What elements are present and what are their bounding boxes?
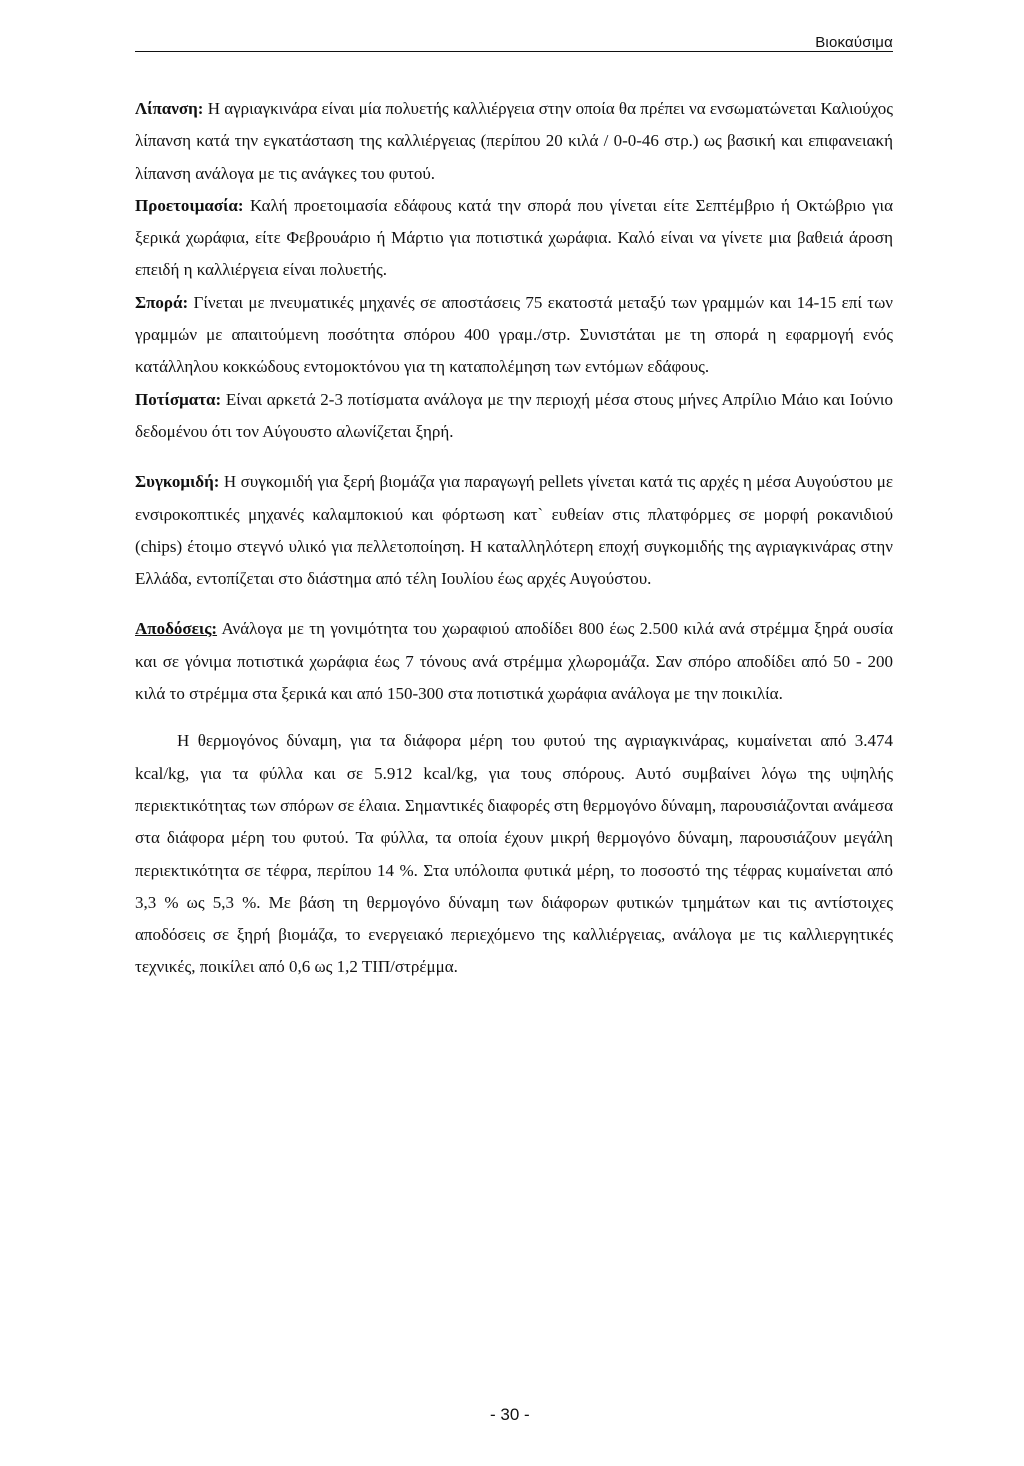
paragraph-irrigation <box>135 384 893 449</box>
paragraph-label: Συγκομιδή: <box>135 472 220 492</box>
paragraph-label: Προετοιμασία: <box>135 195 244 215</box>
paragraph-calorific-value <box>135 725 893 983</box>
page-body <box>135 93 893 984</box>
header-title: Βιοκαύσιμα <box>815 34 893 51</box>
paragraph-text: Είναι αρκετά 2-3 ποτίσματα ανάλογα με την περιοχή μέσα στους μήνες Απρίλιο Μάιο και Ιούνιο δεδομένου ότι τον Αύγουστο αλωνίζεται ξηρή. <box>135 389 893 441</box>
paragraph-text: Καλή προετοιμασία εδάφους κατά την σπορά που γίνεται είτε Σεπτέμβριο ή Οκτώβριο για ξερικά χωράφια, είτε Φεβρουάριο ή Μάρτιο για ποτιστικά χωράφια. Καλό είναι να γίνετε μια βαθειά άροση επειδή η καλλιέργεια είναι πολυετής. <box>135 195 893 280</box>
paragraph-fertilization <box>135 93 893 190</box>
paragraph-text: Η θερμογόνος δύναμη, για τα διάφορα μέρη του φυτού της αγριαγκινάρας, κυμαίνεται από 3.474 kcal/kg, για τα φύλλα και σε 5.912 kcal/kg, για τους σπόρους. Αυτό συμβαίνει λόγω της υψηλής περιεκτικότητας των σπόρων σε έλαια. Σημαντικές διαφορές στη θερμογόνο δύναμη, παρουσιάζονται ανάμεσα στα διάφορα μέρη του φυτού. Τα φύλλα, τα οποία έχουν μικρή θερμογόνο δύναμη, παρουσιάζουν μεγάλη περιεκτικότητα σε τέφρα, περίπου 14 %. Στα υπόλοιπα φυτικά μέρη, το ποσοστό της τέφρας κυμαίνεται από 3,3 % ως 5,3 %. Με βάση τη θερμογόνο δύναμη των διάφορων φυτικών τμημάτων και τις αντίστοιχες αποδόσεις σε ξηρή βιομάζα, το ενεργειακό περιεχόμενο της καλλιέργειας, ανάλογα με τις καλλιεργητικές τεχνικές, ποικίλει από 0,6 ως 1,2 ΤΙΠ/στρέμμα. <box>135 731 893 977</box>
paragraph-text: Η συγκομιδή για ξερή βιομάζα για παραγωγή pellets γίνεται κατά τις αρχές η μέσα Αυγούστου με ενσιροκοπτικές μηχανές καλαμποκιού και φόρτωση κατ` ευθείαν στις πλατφόρμες σε μορφή ροκανιδιού (chips) έτοιμο στεγνό υλικό για πελλετοποίηση. Η καταλληλότερη εποχή συγκομιδής της αγριαγκινάρας στην Ελλάδα, εντοπίζεται στο διάστημα από τέλη Ιουλίου έως αρχές Αυγούστου. <box>135 472 893 589</box>
paragraph-sowing <box>135 287 893 384</box>
paragraph-yields <box>135 613 893 710</box>
page-number: - 30 - <box>490 1405 530 1424</box>
paragraph-text: Η αγριαγκινάρα είναι μία πολυετής καλλιέργεια στην οποία θα πρέπει να ενσωματώνεται Καλιούχος λίπανση κατά την εγκατάσταση της καλλιέργειας (περίπου 20 κιλά / 0-0-46 στρ.) ως βασική και επιφανειακή λίπανση ανάλογα με τις ανάγκες του φυτού. <box>135 99 893 183</box>
header-rule <box>135 51 893 52</box>
paragraph-text: Γίνεται με πνευματικές μηχανές σε αποστάσεις 75 εκατοστά μεταξύ των γραμμών και 14-15 επί των γραμμών με απαιτούμενη ποσότητα σπόρου 400 γραμ./στρ. Συνιστάται με τη σπορά η εφαρμογή ενός κατάλληλου κοκκώδους εντομοκτόνου για τη καταπολέμηση των εντόμων εδάφους. <box>135 292 893 377</box>
paragraph-label: Ποτίσματα: <box>135 389 222 409</box>
running-header <box>135 34 893 54</box>
paragraph-preparation <box>135 190 893 287</box>
paragraph-harvest <box>135 466 893 595</box>
paragraph-text: Ανάλογα με τη γονιμότητα του χωραφιού αποδίδει 800 έως 2.500 κιλά ανά στρέμμα ξηρά ουσία και σε γόνιμα ποτιστικά χωράφια έως 7 τόνους ανά στρέμμα χλωρομάζα. Σαν σπόρο αποδίδει από 50 - 200 κιλά το στρέμμα στα ξερικά και από 150-300 στα ποτιστικά χωράφια ανάλογα με την ποικιλία. <box>135 619 893 704</box>
paragraph-label: Σπορά: <box>135 292 189 312</box>
paragraph-label: Λίπανση: <box>135 99 204 118</box>
paragraph-label: Αποδόσεις: <box>135 619 218 639</box>
